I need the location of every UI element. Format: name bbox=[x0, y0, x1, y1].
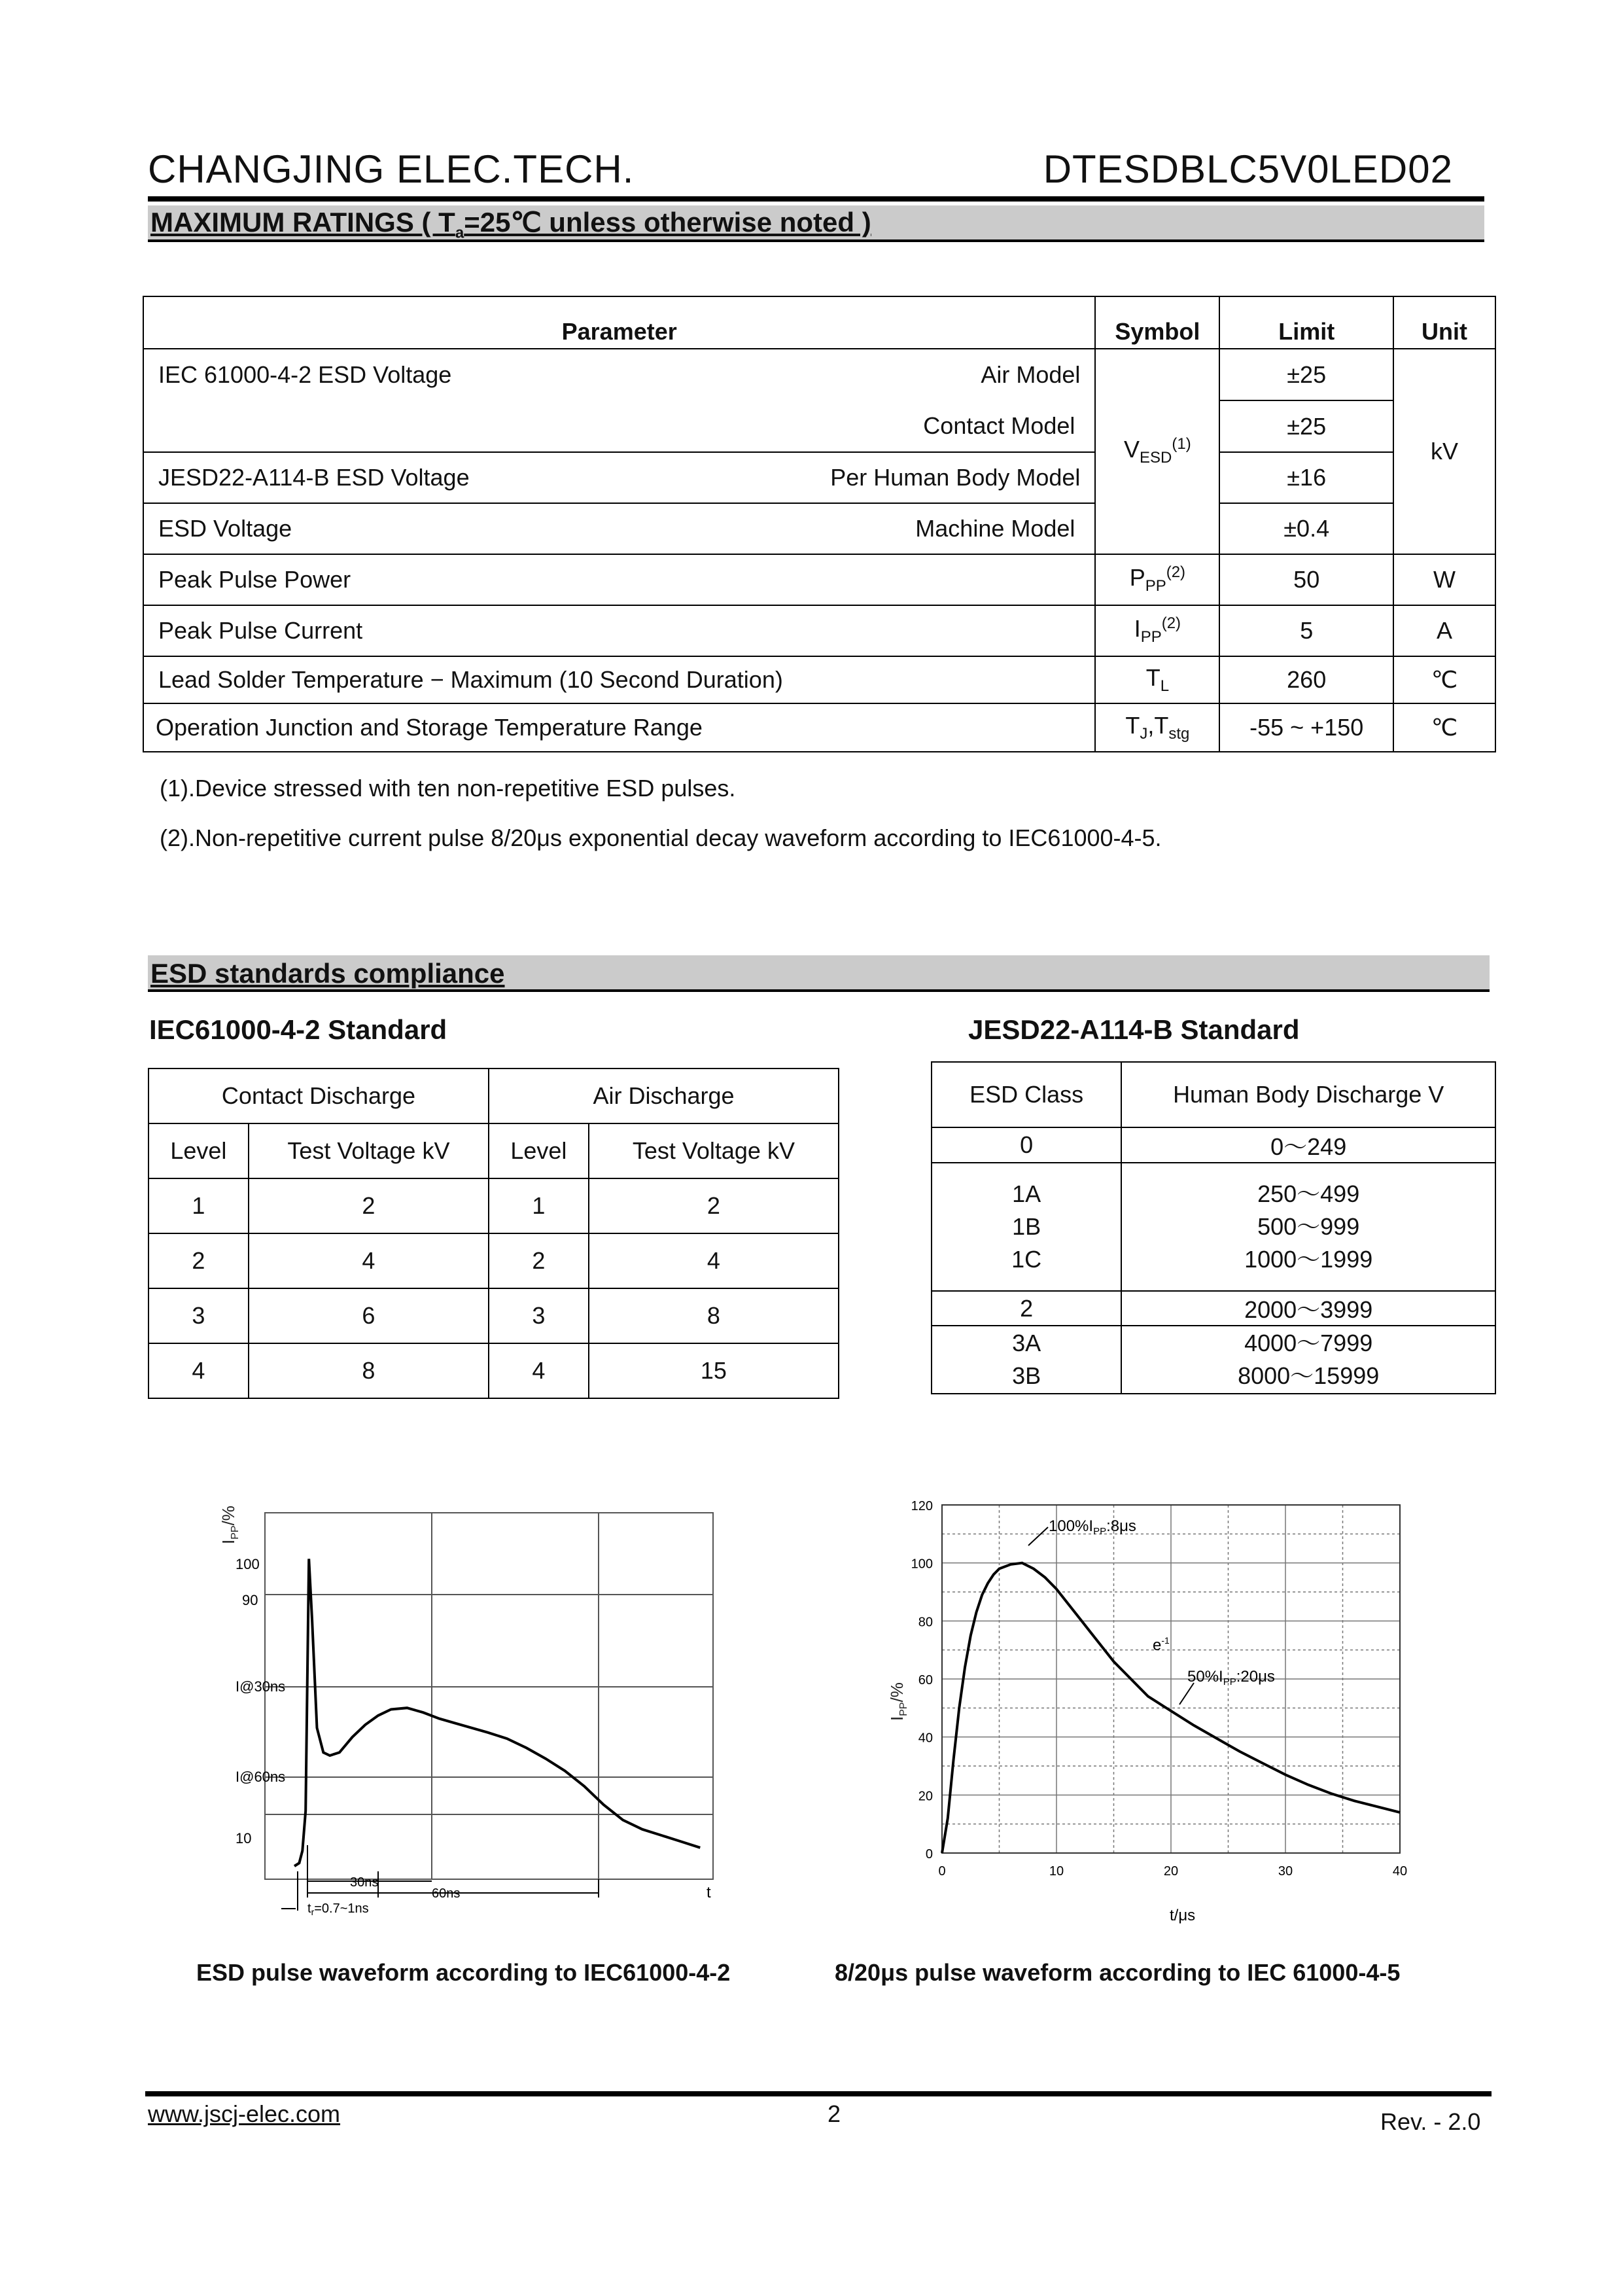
unit-lead-solder: ℃ bbox=[1393, 656, 1495, 703]
esd-row-machine: ESD Voltage Machine Model bbox=[143, 503, 1095, 554]
max-ratings-table bbox=[143, 296, 1496, 752]
chart2-xtick: 10 bbox=[1049, 1864, 1064, 1879]
jesd-voltage: 2000～3999 bbox=[1121, 1291, 1495, 1326]
iec-col-header: Test Voltage kV bbox=[589, 1123, 839, 1178]
note-1: (1).Device stressed with ten non-repetitive ESD pulses. bbox=[160, 775, 736, 802]
chart2-grid bbox=[942, 1505, 1400, 1853]
chart2-half-arrow bbox=[1179, 1683, 1194, 1704]
note-2: (2).Non-repetitive current pulse 8/20μs exponential decay waveform according to IEC61000-4-5. bbox=[160, 824, 1162, 851]
iec-col-header: Test Voltage kV bbox=[249, 1123, 489, 1178]
jesd-voltage: 1000～1999 bbox=[1244, 1246, 1373, 1273]
jesd-voltage: 500～999 bbox=[1257, 1213, 1360, 1240]
chart2-caption: 8/20μs pulse waveform according to IEC 61000-4-5 bbox=[835, 1959, 1401, 1986]
iec-surge-waveform-chart bbox=[864, 1466, 1452, 1937]
chart2-ticks bbox=[911, 1499, 1408, 1879]
chart1-tr-label: $t_r=0.7\sim 1ns$ bbox=[307, 1901, 369, 1917]
iec-cell: 3 bbox=[489, 1288, 589, 1343]
chart1-ytick: 90 bbox=[242, 1592, 258, 1608]
jesd-class: 1A bbox=[1012, 1180, 1041, 1207]
unit-peak-current: A bbox=[1393, 605, 1495, 656]
iec-cell: 2 bbox=[489, 1233, 589, 1288]
jesd-voltage: 0～249 bbox=[1121, 1127, 1495, 1163]
chart2-xlabel: t/μs bbox=[1170, 1907, 1196, 1924]
esd-row-jesd: JESD22-A114-B ESD Voltage Per Human Body Model bbox=[143, 452, 1095, 503]
jesd-standard-title: JESD22-A114-B Standard bbox=[968, 1014, 1300, 1045]
iec-cell: 2 bbox=[589, 1178, 839, 1233]
footer-divider bbox=[145, 2091, 1492, 2096]
chart1-ytick: I@60ns bbox=[236, 1769, 286, 1785]
esd-compliance-heading: ESD standards compliance bbox=[148, 955, 1490, 992]
sym-op-temp: $T_J,T_{stg}$ bbox=[1095, 703, 1219, 752]
iec-cell: 8 bbox=[589, 1288, 839, 1343]
website-link[interactable]: www.jscj-elec.com bbox=[148, 2100, 341, 2127]
jesd-class: 2 bbox=[932, 1291, 1121, 1326]
col-unit: Unit bbox=[1393, 296, 1495, 349]
esd-limit-hbm: ±16 bbox=[1219, 452, 1393, 503]
chart1-frame bbox=[265, 1513, 713, 1879]
limit-lead-solder: 260 bbox=[1219, 656, 1393, 703]
table-row bbox=[932, 1163, 1495, 1291]
chart2-annotation-arrows bbox=[1028, 1527, 1194, 1704]
chart2-ytick: 60 bbox=[918, 1673, 933, 1687]
unit-peak-power: W bbox=[1393, 554, 1495, 605]
chart2-e-label: $e^{-1}$ bbox=[1153, 1635, 1170, 1654]
iec-cell: 1 bbox=[489, 1178, 589, 1233]
iec-group-air: Air Discharge bbox=[489, 1069, 839, 1123]
part-number: DTESDBLC5V0LED02 bbox=[1043, 147, 1453, 191]
chart2-half-label: $50\%I_{PP}:20\mu s$ bbox=[1187, 1668, 1275, 1687]
chart1-grid bbox=[265, 1513, 713, 1879]
col-symbol: Symbol bbox=[1095, 296, 1219, 349]
jesd-voltage: 250～499 bbox=[1257, 1180, 1360, 1207]
chart1-ytick: I@30ns bbox=[236, 1678, 286, 1695]
unit-op-temp: ℃ bbox=[1393, 703, 1495, 752]
col-parameter: Parameter bbox=[143, 296, 1095, 349]
iec-cell: 2 bbox=[249, 1178, 489, 1233]
chart1-60ns-label: 60ns bbox=[432, 1886, 461, 1901]
limit-peak-current: 5 bbox=[1219, 605, 1393, 656]
iec-cell: 3 bbox=[148, 1288, 249, 1343]
table-row bbox=[148, 1288, 839, 1343]
iec-group-contact: Contact Discharge bbox=[148, 1069, 489, 1123]
chart1-time-markers bbox=[281, 1845, 599, 1911]
iec-cell: 6 bbox=[249, 1288, 489, 1343]
chart2-ytick: 40 bbox=[918, 1731, 933, 1746]
chart2-ytick: 20 bbox=[918, 1789, 933, 1804]
jesd-class: 3A bbox=[1012, 1330, 1041, 1356]
chart2-xtick: 40 bbox=[1392, 1864, 1408, 1879]
iec-cell: 4 bbox=[589, 1233, 839, 1288]
iec-esd-waveform-chart bbox=[216, 1466, 792, 1937]
chart1-series-line bbox=[294, 1559, 700, 1866]
jesd-class: 0 bbox=[932, 1127, 1121, 1163]
chart1-caption: ESD pulse waveform according to IEC61000-4-2 bbox=[196, 1959, 731, 1986]
chart2-ytick: 80 bbox=[918, 1615, 933, 1630]
svg-text:IPP/%: $I_{PP}/\%$ bbox=[887, 1682, 909, 1721]
esd-limit-contact: ±25 bbox=[1219, 400, 1393, 452]
jesd-voltage: 8000～15999 bbox=[1238, 1362, 1380, 1389]
revision: Rev. - 2.0 bbox=[1380, 2108, 1481, 2135]
jesd-voltage-group bbox=[1121, 1163, 1495, 1291]
chart2-ytick: 100 bbox=[911, 1557, 933, 1572]
chart2-peak-label: $100\%I_{PP}:8\mu s$ bbox=[1049, 1517, 1136, 1537]
esd-row-iec: IEC 61000-4-2 ESD Voltage Air Model Contact Model bbox=[143, 349, 1095, 452]
chart1-ytick: 100 bbox=[236, 1556, 260, 1572]
jesd-class-group bbox=[932, 1163, 1121, 1291]
max-ratings-heading: MAXIMUM RATINGS ( $T_a=25℃$ unless otherwise noted ) bbox=[148, 205, 1484, 242]
chart2-ytick: 120 bbox=[911, 1499, 933, 1513]
table-row bbox=[932, 1326, 1495, 1394]
table-row bbox=[932, 1291, 1495, 1326]
jesd-class: 3B bbox=[1012, 1362, 1041, 1389]
iec-cell: 4 bbox=[148, 1343, 249, 1398]
chart2-ytick: 0 bbox=[925, 1847, 933, 1862]
row-op-temp: Operation Junction and Storage Temperature Range bbox=[143, 703, 1095, 752]
chart2-xtick: 20 bbox=[1163, 1864, 1179, 1879]
iec-cell: 4 bbox=[489, 1343, 589, 1398]
company-name: CHANGJING ELEC.TECH. bbox=[148, 147, 635, 191]
row-peak-current: Peak Pulse Current bbox=[143, 605, 1095, 656]
page-number: 2 bbox=[828, 2100, 841, 2127]
row-lead-solder: Lead Solder Temperature − Maximum (10 Second Duration) bbox=[143, 656, 1095, 703]
jesd-class: 1B bbox=[1012, 1213, 1041, 1240]
jesd-col-header: ESD Class bbox=[932, 1062, 1121, 1127]
jesd-col-header: Human Body Discharge V bbox=[1121, 1062, 1495, 1127]
chart2-xtick: 0 bbox=[938, 1864, 946, 1879]
jesd-voltage: 4000～7999 bbox=[1244, 1330, 1373, 1356]
chart2-xtick: 30 bbox=[1278, 1864, 1293, 1879]
chart2-ylabel bbox=[887, 1682, 909, 1721]
header-divider bbox=[148, 196, 1484, 202]
sym-lead-solder: $T_L$ bbox=[1095, 656, 1219, 703]
iec-table bbox=[148, 1068, 839, 1399]
iec-cell: 1 bbox=[148, 1178, 249, 1233]
chart1-ylabel bbox=[218, 1506, 241, 1544]
table-row bbox=[148, 1343, 839, 1398]
limit-op-temp: -55 ~ +150 bbox=[1219, 703, 1393, 752]
esd-symbol: $V_{ESD}^{(1)}$ bbox=[1095, 349, 1219, 554]
table-row bbox=[148, 1178, 839, 1233]
jesd-class: 1C bbox=[1011, 1246, 1042, 1273]
chart1-ytick: 10 bbox=[236, 1830, 252, 1846]
iec-col-header: Level bbox=[148, 1123, 249, 1178]
sym-peak-current: $I_{PP}^{(2)}$ bbox=[1095, 605, 1219, 656]
chart2-peak-arrow bbox=[1028, 1527, 1048, 1545]
limit-peak-power: 50 bbox=[1219, 554, 1393, 605]
chart1-xlabel: t bbox=[707, 1884, 711, 1901]
iec-cell: 4 bbox=[249, 1233, 489, 1288]
chart1-30ns-label: 30ns bbox=[350, 1875, 379, 1890]
jesd-voltage-group bbox=[1121, 1326, 1495, 1394]
row-peak-power: Peak Pulse Power bbox=[143, 554, 1095, 605]
col-limit: Limit bbox=[1219, 296, 1393, 349]
sym-peak-power: $P_{PP}^{(2)}$ bbox=[1095, 554, 1219, 605]
iec-standard-title: IEC61000-4-2 Standard bbox=[149, 1014, 447, 1045]
esd-limit-mm: ±0.4 bbox=[1219, 503, 1393, 554]
jesd-table bbox=[931, 1061, 1496, 1394]
table-row bbox=[148, 1233, 839, 1288]
jesd-class-group bbox=[932, 1326, 1121, 1394]
svg-text:IPP/%: $I_{PP}/\%$ bbox=[218, 1506, 241, 1544]
iec-cell: 15 bbox=[589, 1343, 839, 1398]
esd-limit-air: ±25 bbox=[1219, 349, 1393, 400]
esd-unit: kV bbox=[1393, 349, 1495, 554]
table-row bbox=[932, 1127, 1495, 1163]
iec-cell: 8 bbox=[249, 1343, 489, 1398]
iec-col-header: Level bbox=[489, 1123, 589, 1178]
iec-cell: 2 bbox=[148, 1233, 249, 1288]
